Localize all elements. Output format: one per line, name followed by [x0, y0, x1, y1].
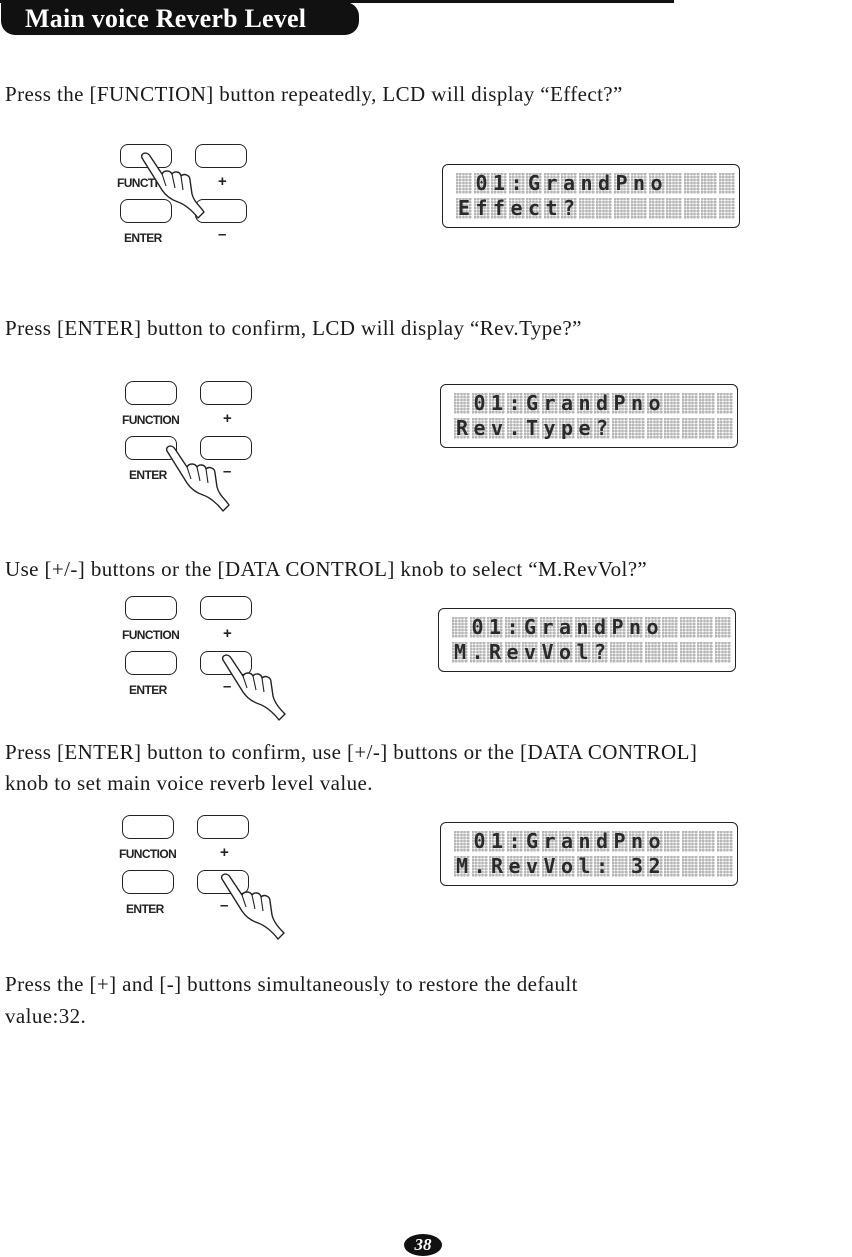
lcd-char-cell	[701, 198, 717, 219]
step-4-button-panel	[119, 815, 322, 945]
lcd-char-cell: G	[527, 171, 541, 195]
lcd-char-cell: ?	[562, 196, 576, 220]
lcd-char-cell: :	[510, 171, 523, 195]
lcd-char-cell	[645, 642, 661, 663]
enter-label: ENTER	[129, 683, 167, 697]
lcd-char-cell	[699, 831, 715, 852]
lcd-char-cell: 3	[630, 854, 644, 878]
lcd-char-cell: e	[510, 196, 523, 220]
lcd-char-cell: R	[455, 416, 469, 440]
lcd-char-cell	[719, 198, 735, 219]
section-banner	[1, 2, 359, 35]
lcd-char-cell: v	[523, 640, 537, 664]
lcd-char-cell: :	[506, 615, 519, 639]
lcd-char-cell: l	[578, 854, 591, 878]
lcd-char-cell: n	[578, 391, 591, 415]
lcd-char-cell: f	[475, 196, 488, 220]
lcd-char-cell: R	[490, 854, 504, 878]
lcd-char-cell: 0	[473, 829, 486, 853]
lcd-char-cell: d	[595, 829, 609, 853]
lcd-char-cell: r	[545, 171, 558, 195]
lcd-char-cell	[697, 642, 713, 663]
minus-symbol: –	[223, 463, 232, 480]
lcd-char-cell: n	[628, 615, 642, 639]
lcd-char-cell	[452, 617, 468, 638]
enter-label: ENTER	[126, 902, 164, 916]
lcd-char-cell: e	[473, 416, 486, 440]
lcd-char-cell: P	[613, 829, 626, 853]
lcd-line-1	[456, 173, 736, 194]
lcd-char-cell: P	[613, 391, 626, 415]
lcd-char-cell	[682, 418, 698, 439]
lcd-line-2	[456, 198, 736, 219]
lcd-char-cell	[680, 617, 696, 638]
lcd-char-cell: n	[630, 829, 644, 853]
lcd-char-cell: 1	[490, 391, 504, 415]
lcd-char-cell: T	[525, 416, 539, 440]
lcd-char-cell: M	[455, 854, 469, 878]
lcd-char-cell: 0	[475, 171, 488, 195]
lcd-line-1	[454, 393, 734, 414]
lcd-char-cell: 1	[490, 829, 504, 853]
lcd-char-cell	[719, 173, 735, 194]
lcd-char-cell: t	[545, 196, 558, 220]
step-2-instruction: Press [ENTER] button to confirm, LCD will display “Rev.Type?”	[5, 316, 582, 340]
plus-symbol: +	[223, 625, 232, 642]
lcd-char-cell: o	[648, 391, 661, 415]
lcd-char-cell: ?	[595, 416, 609, 440]
lcd-char-cell	[647, 418, 663, 439]
lcd-char-cell: 2	[648, 854, 661, 878]
enter-label: ENTER	[124, 231, 162, 245]
lcd-char-cell: d	[595, 391, 609, 415]
step-2-lcd	[440, 384, 738, 448]
lcd-char-cell	[664, 418, 680, 439]
lcd-char-cell	[715, 617, 731, 638]
lcd-char-cell: v	[525, 854, 539, 878]
lcd-char-cell: o	[558, 640, 572, 664]
page-number: 38	[404, 1234, 442, 1256]
lcd-char-cell: a	[560, 829, 574, 853]
lcd-char-cell: G	[523, 615, 537, 639]
lcd-char-cell	[664, 393, 680, 414]
lcd-char-cell: n	[632, 171, 646, 195]
lcd-char-cell: 1	[492, 171, 506, 195]
step-1-button-panel	[117, 144, 320, 274]
enter-label: ENTER	[129, 468, 167, 482]
function-label: FUNCTION	[122, 413, 180, 427]
lcd-char-cell: 0	[473, 391, 486, 415]
lcd-char-cell	[579, 198, 595, 219]
lcd-line-2	[454, 856, 734, 877]
lcd-char-cell	[717, 418, 733, 439]
lcd-char-cell: o	[646, 615, 659, 639]
lcd-char-cell: 0	[471, 615, 484, 639]
step-4-lcd	[440, 822, 738, 886]
lcd-char-cell	[697, 617, 713, 638]
lcd-char-cell: o	[648, 829, 661, 853]
lcd-char-cell: ?	[593, 640, 607, 664]
lcd-line-2	[452, 642, 732, 663]
lcd-char-cell: 1	[488, 615, 502, 639]
lcd-char-cell: E	[457, 196, 471, 220]
lcd-char-cell: .	[471, 640, 484, 664]
lcd-char-cell: P	[611, 615, 624, 639]
lcd-char-cell: y	[543, 416, 556, 440]
lcd-char-cell: G	[525, 829, 539, 853]
lcd-char-cell	[614, 198, 630, 219]
lcd-char-cell	[684, 173, 700, 194]
step-3-instruction: Use [+/-] buttons or the [DATA CONTROL] knob to select “M.RevVol?”	[5, 557, 648, 581]
lcd-char-cell	[717, 856, 733, 877]
lcd-char-cell: R	[488, 640, 502, 664]
step-3-button-panel	[122, 596, 325, 726]
lcd-char-cell: a	[558, 615, 572, 639]
pointing-hand-icon	[125, 596, 325, 736]
lcd-char-cell	[701, 173, 717, 194]
lcd-char-cell	[717, 831, 733, 852]
lcd-char-cell	[699, 418, 715, 439]
step-4-instruction-line-1: Press [ENTER] button to confirm, use [+/-] buttons or the [DATA CONTROL]	[5, 740, 698, 764]
step-4-instruction-line-2: knob to set main voice reverb level value.	[5, 771, 373, 795]
restore-default-note-line-1: Press the [+] and [-] buttons simultaneously to restore the default	[5, 972, 578, 996]
section-title: Main voice Reverb Level	[25, 4, 307, 33]
lcd-char-cell	[612, 856, 628, 877]
lcd-char-cell: a	[560, 391, 574, 415]
lcd-char-cell: :	[508, 391, 521, 415]
lcd-char-cell	[699, 856, 715, 877]
lcd-char-cell	[649, 198, 665, 219]
lcd-char-cell: a	[562, 171, 576, 195]
lcd-char-cell: P	[615, 171, 628, 195]
lcd-char-cell	[596, 198, 612, 219]
step-1-instruction: Press the [FUNCTION] button repeatedly, LCD will display “Effect?”	[5, 82, 623, 106]
lcd-char-cell	[666, 198, 682, 219]
lcd-char-cell	[680, 642, 696, 663]
lcd-char-cell	[666, 173, 682, 194]
lcd-char-cell	[664, 856, 680, 877]
lcd-char-cell	[627, 642, 643, 663]
lcd-char-cell: o	[650, 171, 663, 195]
lcd-char-cell	[715, 642, 731, 663]
lcd-char-cell: v	[490, 416, 504, 440]
plus-symbol: +	[223, 410, 232, 427]
plus-symbol: +	[220, 844, 229, 861]
lcd-char-cell	[699, 393, 715, 414]
lcd-char-cell: :	[595, 854, 609, 878]
lcd-char-cell: n	[576, 615, 589, 639]
lcd-char-cell: r	[541, 615, 554, 639]
lcd-char-cell	[612, 418, 628, 439]
lcd-char-cell: .	[473, 854, 486, 878]
lcd-char-cell: e	[508, 854, 521, 878]
lcd-char-cell	[717, 393, 733, 414]
lcd-char-cell	[454, 831, 470, 852]
lcd-char-cell: d	[593, 615, 607, 639]
pointing-hand-icon	[122, 815, 322, 955]
plus-symbol: +	[218, 173, 227, 190]
lcd-char-cell	[682, 856, 698, 877]
lcd-char-cell	[682, 393, 698, 414]
lcd-char-cell: l	[576, 640, 589, 664]
pointing-hand-icon	[120, 144, 320, 274]
lcd-char-cell: G	[525, 391, 539, 415]
lcd-char-cell: n	[578, 829, 591, 853]
lcd-char-cell: d	[597, 171, 611, 195]
lcd-char-cell	[629, 418, 645, 439]
step-1-lcd	[442, 164, 740, 228]
lcd-char-cell: :	[508, 829, 521, 853]
function-label: FUNCTI	[117, 176, 158, 190]
lcd-char-cell: f	[492, 196, 506, 220]
lcd-line-1	[452, 617, 732, 638]
minus-symbol: –	[223, 678, 232, 695]
lcd-char-cell: M	[453, 640, 467, 664]
lcd-char-cell	[454, 393, 470, 414]
lcd-char-cell: V	[543, 854, 556, 878]
lcd-char-cell: V	[541, 640, 554, 664]
lcd-char-cell: o	[560, 854, 574, 878]
minus-symbol: –	[220, 897, 229, 914]
step-3-lcd	[438, 608, 736, 672]
lcd-char-cell: .	[508, 416, 521, 440]
lcd-char-cell	[456, 173, 472, 194]
lcd-char-cell	[682, 831, 698, 852]
lcd-char-cell: n	[580, 171, 593, 195]
lcd-char-cell	[662, 617, 678, 638]
function-label: FUNCTION	[122, 628, 180, 642]
lcd-char-cell	[631, 198, 647, 219]
minus-symbol: –	[218, 226, 227, 243]
lcd-line-2	[454, 418, 734, 439]
pointing-hand-icon	[125, 381, 325, 521]
lcd-char-cell: n	[630, 391, 644, 415]
lcd-char-cell: p	[560, 416, 574, 440]
lcd-line-1	[454, 831, 734, 852]
lcd-char-cell: r	[543, 829, 556, 853]
lcd-char-cell	[662, 642, 678, 663]
lcd-char-cell	[664, 831, 680, 852]
step-2-button-panel	[122, 381, 325, 511]
lcd-char-cell: r	[543, 391, 556, 415]
lcd-char-cell: c	[527, 196, 541, 220]
lcd-char-cell: e	[578, 416, 591, 440]
function-label: FUNCTION	[119, 847, 177, 861]
lcd-char-cell: e	[506, 640, 519, 664]
lcd-char-cell	[684, 198, 700, 219]
restore-default-note-line-2: value:32.	[5, 1004, 87, 1028]
lcd-char-cell	[610, 642, 626, 663]
